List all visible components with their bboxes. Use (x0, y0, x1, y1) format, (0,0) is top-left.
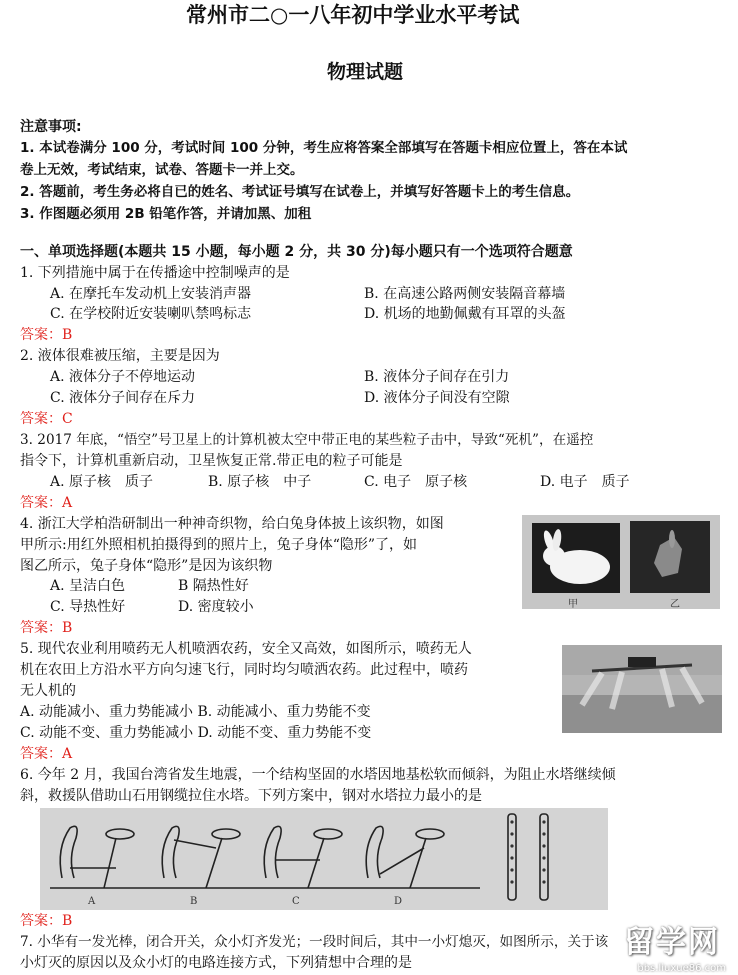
question-2-option-a: A. 液体分子不停地运动 (50, 369, 196, 385)
question-5-stem: 5. 现代农业利用喷药无人机喷洒农药，安全又高效，如图所示，喷药无人 (20, 641, 472, 657)
question-3-stem-2: 指令下，计算机重新启动，卫星恢复正常.带正电的粒子可能是 (20, 453, 403, 469)
section-heading-plain: 一、单项选择题(本题共 15 小题，每小题 2 分，共 30 分) (20, 244, 391, 260)
tower-label-a: A (88, 896, 96, 907)
water-tower-drawing (40, 808, 608, 910)
question-4-stem-3: 图乙所示，兔子身体“隐形”是因为该织物 (20, 558, 273, 574)
question-1-option-b: B. 在高速公路两侧安装隔音幕墙 (364, 286, 566, 302)
water-tower-figure (40, 808, 608, 910)
question-5-stem-3: 无人机的 (20, 683, 76, 699)
question-2-stem: 2. 液体很难被压缩，主要是因为 (20, 348, 220, 364)
question-3-option-b: B. 原子核 中子 (208, 474, 312, 490)
question-6-stem-2: 斜，救援队借助山石用钢缆拉住水塔。下列方案中，钢对水塔拉力最小的是 (20, 788, 482, 804)
question-6-stem: 6. 今年 2 月，我国台湾省发生地震，一个结构坚固的水塔因地基松软而倾斜，为阻止水塔继续倾 (20, 767, 616, 783)
question-4-stem-2: 甲所示:用红外照相机拍摄得到的照片上，兔子身体“隐形”了，如 (20, 537, 418, 553)
question-5-options-ab: A. 动能减小、重力势能减小 B. 动能减小、重力势能不变 (20, 704, 371, 720)
exam-title: 常州市二○一八年初中学业水平考试 (186, 3, 520, 27)
drone-photo-figure (562, 645, 722, 733)
notice-line-3: 3. 作图题必须用 2B 铅笔作答，并请加黑、加租 (20, 206, 312, 222)
section-heading-bold: 每小题只有一个选项符合题意 (390, 244, 573, 260)
question-4-option-b: B 隔热性好 (178, 578, 249, 594)
question-5-options-cd: C. 动能不变、重力势能减小 D. 动能不变、重力势能不变 (20, 725, 372, 741)
question-7-stem: 7. 小华有一发光棒，闭合开关，众小灯齐发光；一段时间后，其中一小灯熄灭，如图所示，关于该 (20, 934, 609, 950)
notice-line-1: 1. 本试卷满分 100 分，考试时间 100 分钟，考生应将答案全部填写在答题卡相应位置上，答在本试 (20, 140, 628, 156)
question-4-answer: 答案：B (20, 620, 73, 636)
question-3-answer: 答案：A (20, 495, 73, 511)
notice-line-1b: 卷上无效，考试结束，试卷、答题卡一并上交。 (20, 162, 304, 178)
question-3-option-d: D. 电子 质子 (540, 474, 630, 490)
question-3-option-a: A. 原子核 质子 (50, 474, 154, 490)
notice-heading: 注意事项: (20, 119, 82, 135)
question-1-option-d: D. 机场的地勤佩戴有耳罩的头盔 (364, 306, 566, 322)
question-2-option-b: B. 液体分子间存在引力 (364, 369, 510, 385)
watermark-url: bbs.liuxue86.com (637, 963, 726, 974)
question-1-option-a: A. 在摩托车发动机上安装消声器 (50, 286, 252, 302)
drone-photo-drawing (562, 645, 722, 733)
question-5-stem-2: 机在农田上方沿水平方向匀速飞行，同时均匀喷洒农药。此过程中，喷药 (20, 662, 468, 678)
question-1-option-c: C. 在学校附近安装喇叭禁鸣标志 (50, 306, 252, 322)
question-4-option-d: D. 密度较小 (178, 599, 254, 615)
exam-subtitle: 物理试题 (327, 61, 404, 83)
rabbit-photo-drawing (522, 515, 720, 609)
rabbit-photo-label-yi: 乙 (670, 599, 680, 609)
question-2-option-c: C. 液体分子间存在斥力 (50, 390, 196, 406)
question-2-answer: 答案：C (20, 411, 73, 427)
question-6-answer: 答案：B (20, 913, 73, 929)
question-5-answer: 答案：A (20, 746, 73, 762)
question-4-option-c: C. 导热性好 (50, 599, 126, 615)
question-2-option-d: D. 液体分子间没有空隙 (364, 390, 510, 406)
question-4-stem: 4. 浙江大学柏浩研制出一种神奇织物，给白兔身体披上该织物，如图 (20, 516, 444, 532)
tower-label-b: B (190, 896, 198, 907)
question-7-stem-2: 小灯灭的原因以及众小灯的电路连接方式，下列猜想中合理的是 (20, 955, 412, 971)
question-3-stem: 3. 2017 年底，“悟空”号卫星上的计算机被太空中带正电的某些粒子击中，导致“死机”，在遥控 (20, 432, 594, 448)
site-watermark (562, 921, 738, 975)
tower-label-d: D (394, 896, 403, 907)
question-1-answer: 答案：B (20, 327, 73, 343)
notice-line-2: 2. 答题前，考生务必将自已的姓名、考试证号填写在试卷上，并填写好答题卡上的考生信息。 (20, 184, 580, 200)
question-4-option-a: A. 呈洁白色 (50, 578, 126, 594)
question-3-option-c: C. 电子 原子核 (364, 474, 468, 490)
rabbit-photo-label-jia: 甲 (568, 599, 578, 609)
tower-label-c: C (292, 896, 300, 907)
question-1-stem: 1. 下列措施中属于在传播途中控制噪声的是 (20, 265, 290, 281)
rabbit-photo-figure (522, 515, 720, 609)
section-heading (20, 243, 573, 261)
watermark-logo-text: 留学网 (624, 925, 720, 960)
